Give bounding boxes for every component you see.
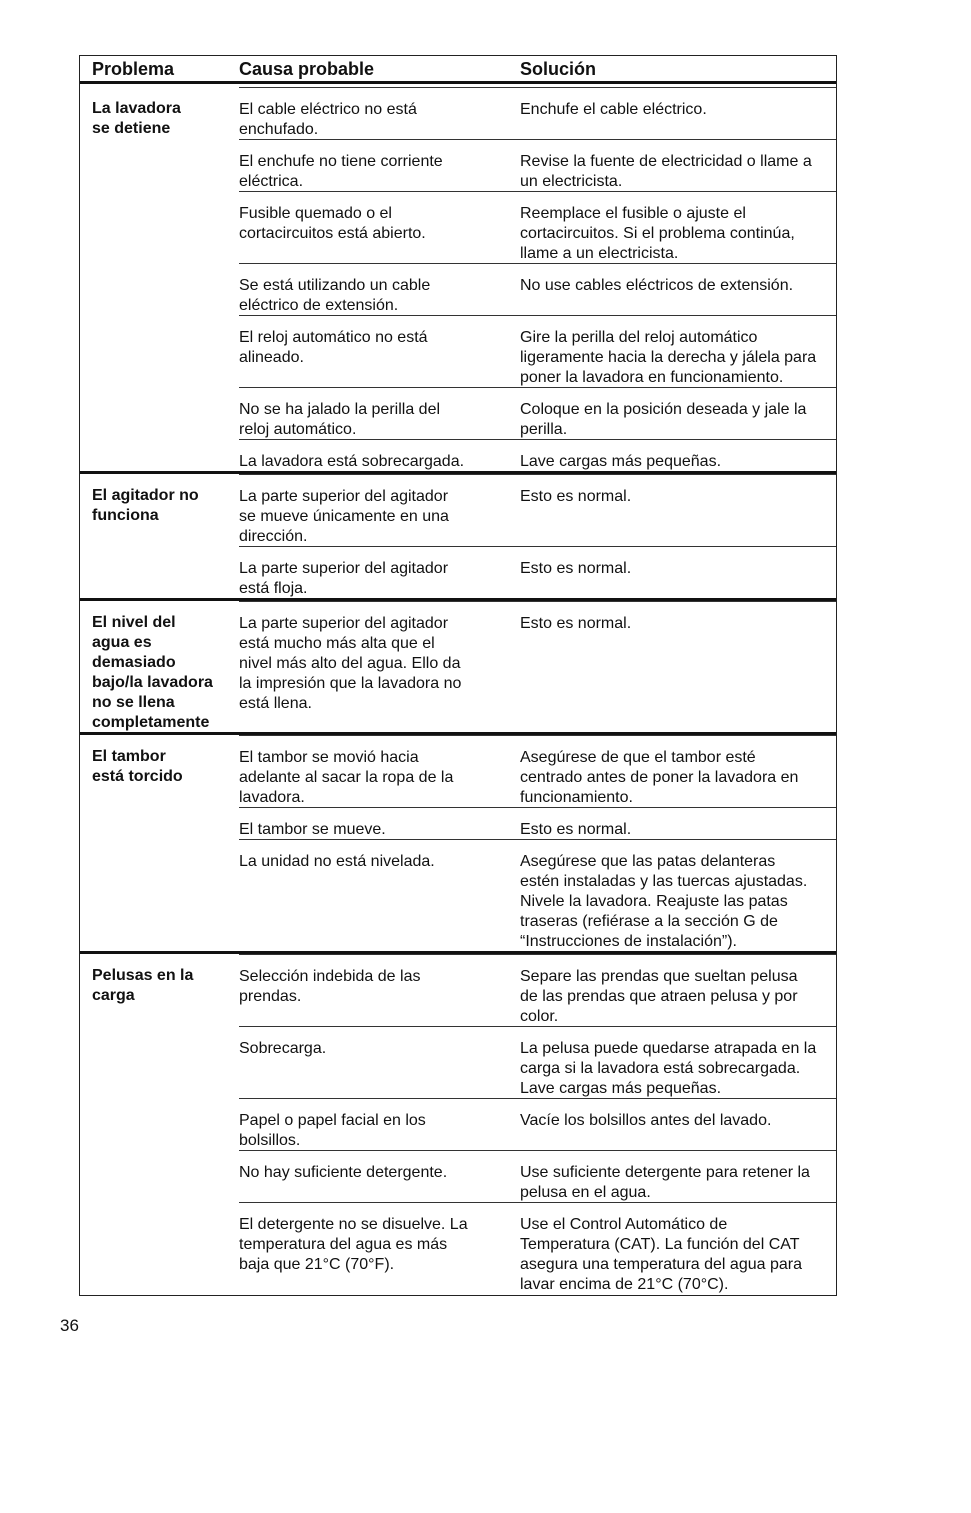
- table-row: [239, 439, 836, 471]
- cause-cell: El tambor se movió hacia adelante al sacar la ropa de la lavadora.: [239, 749, 454, 806]
- solution-cell: Asegúrese de que el tambor esté centrado antes de poner la lavadora en funcionamiento.: [520, 749, 799, 806]
- table-row: [239, 263, 836, 315]
- cause-cell: Fusible quemado o el cortacircuitos está abierto.: [239, 205, 426, 242]
- cause-cell: El cable eléctrico no está enchufado.: [239, 101, 417, 138]
- table-row: [239, 1150, 836, 1202]
- solution-cell: Coloque en la posición deseada y jale la perilla.: [520, 401, 807, 438]
- table-row: [239, 474, 836, 546]
- cause-cell: La lavadora está sobrecargada.: [239, 453, 465, 470]
- cause-cell: El tambor se mueve.: [239, 821, 386, 838]
- solution-cell: La pelusa puede quedarse atrapada en la carga si la lavadora está sobrecargada. Lave cargas más pequeñas.: [520, 1040, 817, 1097]
- solution-cell: Esto es normal.: [520, 488, 632, 505]
- solution-cell: Separe las prendas que sueltan pelusa de las prendas que atraen pelusa y por color.: [520, 968, 798, 1025]
- solution-cell: Enchufe el cable eléctrico.: [520, 101, 707, 118]
- header-problem: Problema: [92, 59, 175, 79]
- header-solution: Solución: [520, 59, 596, 79]
- cause-cell: La parte superior del agitador se mueve únicamente en una dirección.: [239, 488, 449, 545]
- problem-label: La lavadora se detiene: [92, 100, 181, 137]
- table-row: [239, 839, 836, 951]
- cause-cell: La parte superior del agitador está mucho más alta que el nivel más alto del agua. Ello da la impresión que la lavadora no está llena.: [239, 615, 462, 712]
- page-number: 36: [60, 1316, 79, 1335]
- problem-section: [80, 87, 836, 474]
- table-row: [239, 1098, 836, 1150]
- cause-cell: Selección indebida de las prendas.: [239, 968, 421, 1005]
- solution-cell: Esto es normal.: [520, 560, 632, 577]
- cause-cell: No hay suficiente detergente.: [239, 1164, 448, 1181]
- table-row: [239, 735, 836, 807]
- table-header: [80, 56, 836, 84]
- table-row: [239, 139, 836, 191]
- cause-cell: Se está utilizando un cable eléctrico de extensión.: [239, 277, 431, 314]
- problem-section: [80, 601, 836, 735]
- cause-cell: Sobrecarga.: [239, 1040, 327, 1057]
- table-row: [239, 546, 836, 598]
- solution-cell: No use cables eléctricos de extensión.: [520, 277, 794, 294]
- table-row: [239, 191, 836, 263]
- solution-cell: Asegúrese que las patas delanteras estén instaladas y las tuercas ajustadas. Nivele la lavadora. Reajuste las patas traseras (refiérase a la sección G de “Instrucciones de instalación”).: [520, 853, 808, 950]
- cause-cell: El reloj automático no está alineado.: [239, 329, 428, 366]
- table-body: [80, 87, 836, 1306]
- cause-cell: La unidad no está nivelada.: [239, 853, 435, 870]
- problem-label: El tambor está torcido: [92, 748, 183, 785]
- cause-cell: No se ha jalado la perilla del reloj automático.: [239, 401, 441, 438]
- solution-cell: Reemplace el fusible o ajuste el cortacircuitos. Si el problema continúa, llame a un electricista.: [520, 205, 795, 262]
- table-row: [239, 807, 836, 839]
- cause-cell: La parte superior del agitador está floja.: [239, 560, 449, 597]
- table-row: [239, 954, 836, 1026]
- solution-cell: Vacíe los bolsillos antes del lavado.: [520, 1112, 772, 1129]
- solution-cell: Lave cargas más pequeñas.: [520, 453, 722, 470]
- problem-label: Pelusas en la carga: [92, 967, 194, 1004]
- table-row: [239, 1202, 836, 1306]
- problem-section: [80, 735, 836, 954]
- solution-cell: Use suficiente detergente para retener la pelusa en el agua.: [520, 1164, 810, 1201]
- cause-cell: El enchufe no tiene corriente eléctrica.: [239, 153, 443, 190]
- solution-cell: Use el Control Automático de Temperatura (CAT). La función del CAT asegura una temperatura del agua para lavar encima de 21°C (70°C).: [520, 1216, 802, 1293]
- problem-label: El agitador no funciona: [92, 487, 199, 524]
- troubleshooting-table: [79, 55, 837, 1296]
- solution-cell: Gire la perilla del reloj automático ligeramente hacia la derecha y jálela para poner la lavadora en funcionamiento.: [520, 329, 817, 386]
- problem-label: El nivel del agua es demasiado bajo/la lavadora no se llena completamente: [92, 614, 213, 731]
- solution-cell: Esto es normal.: [520, 821, 632, 838]
- table-row: [239, 315, 836, 387]
- cause-cell: Papel o papel facial en los bolsillos.: [239, 1112, 426, 1149]
- table-row: [239, 387, 836, 439]
- cause-cell: El detergente no se disuelve. La temperatura del agua es más baja que 21°C (70°F).: [239, 1216, 468, 1273]
- problem-section: [80, 474, 836, 601]
- problem-section: [80, 954, 836, 1306]
- solution-cell: Revise la fuente de electricidad o llame a un electricista.: [520, 153, 812, 190]
- solution-cell: Esto es normal.: [520, 615, 632, 632]
- header-cause: Causa probable: [239, 59, 375, 79]
- table-row: [239, 87, 836, 139]
- table-row: [239, 1026, 836, 1098]
- table-row: [239, 601, 836, 732]
